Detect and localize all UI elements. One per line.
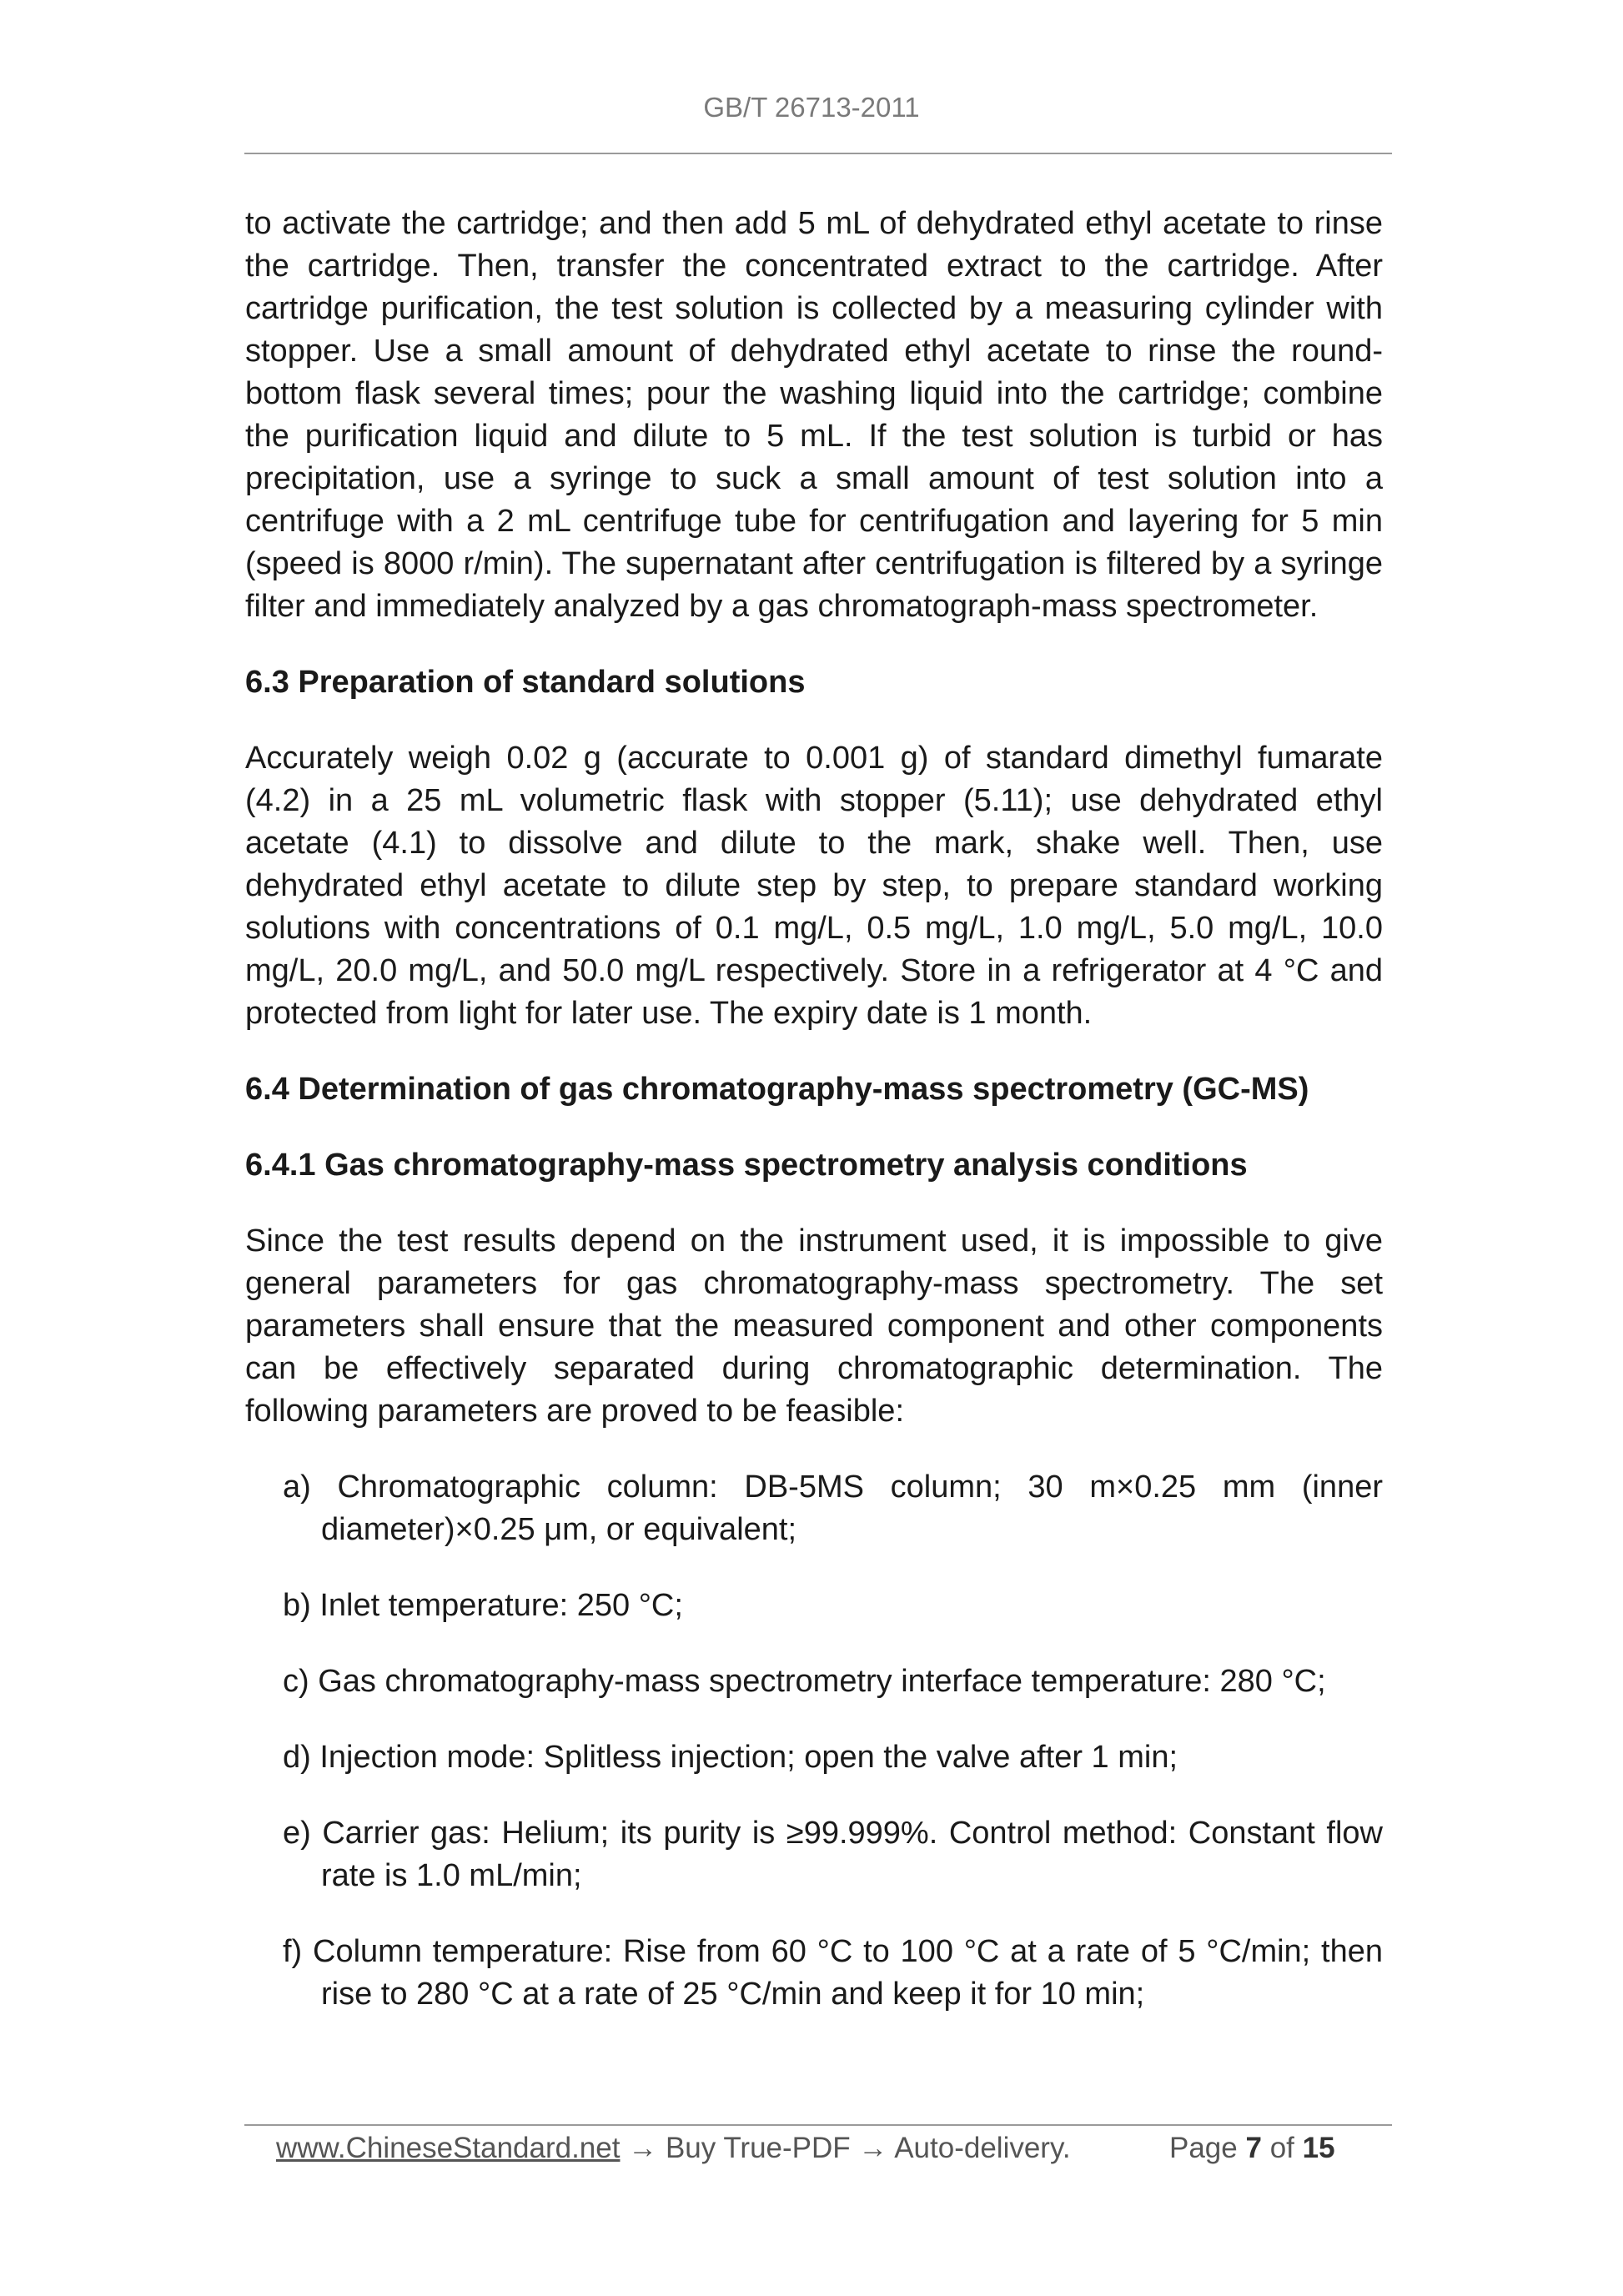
standard-solutions-paragraph: Accurately weigh 0.02 g (accurate to 0.001 g) of standard dimethyl fumarate (4.2) in a 25 mL volumetric flask with stopper (5.11); use dehydrated ethyl acetate (4.1) to dissolve and dilute to the mark, shake well. Then, use dehydrated ethyl acetate to dilute step by step, to prepare standard working solutions with concentrations of 0.1 mg/L, 0.5 mg/L, 1.0 mg/L, 5.0 mg/L, 10.0 mg/L, 20.0 mg/L, and 50.0 mg/L respectively. Store in a refrigerator at 4 °C and protected from light for later use. The expiry date is 1 month. — [245, 741, 1383, 1031]
footer-promo — [276, 2132, 1071, 2165]
list-item: b) Inlet temperature: 250 °C; — [283, 1588, 683, 1623]
header-divider — [244, 153, 1392, 154]
procedure-paragraph: to activate the cartridge; and then add 5 mL of dehydrated ethyl acetate to rinse the cartridge. Then, transfer the concentrated extract to the cartridge. After cartridge purification, the test solution is collected by a measuring cylinder with stopper. Use a small amount of dehydrated ethyl acetate to rinse the round-bottom flask several times; pour the washing liquid into the cartridge; combine the purification liquid and dilute to 5 mL. If the test solution is turbid or has precipitation, use a syringe to suck a small amount of test solution into a centrifuge with a 2 mL centrifuge tube for centrifugation and layering for 5 min (speed is 8000 r/min). The supernatant after centrifugation is filtered by a syringe filter and immediately analyzed by a gas chromatograph-mass spectrometer. — [245, 206, 1383, 624]
page-content — [245, 203, 1383, 2049]
right-arrow-icon: → — [858, 2132, 888, 2164]
analysis-conditions-paragraph: Since the test results depend on the instrument used, it is impossible to give general parameters for gas chromatography-mass spectrometry. The set parameters shall ensure that the measured component and other components can be effectively separated during chromatographic determination. The following parameters are proved to be feasible: — [245, 1223, 1383, 1429]
list-item: d) Injection mode: Splitless injection; open the valve after 1 min; — [283, 1740, 1178, 1775]
total-pages: 15 — [1302, 2132, 1335, 2164]
parameter-list — [245, 1466, 1383, 2016]
website-link[interactable]: www.ChineseStandard.net — [276, 2132, 621, 2164]
page-number: Page 7 of 15 — [1169, 2132, 1335, 2164]
current-page: 7 — [1245, 2132, 1262, 2164]
footer-divider — [244, 2124, 1392, 2126]
page-footer — [276, 2132, 1360, 2173]
list-item: e) Carrier gas: Helium; its purity is ≥99.999%. Control method: Constant flow rate is 1.0 mL/min; — [283, 1816, 1383, 1893]
buy-pdf-text: Buy True-PDF — [665, 2132, 851, 2164]
list-item: c) Gas chromatography-mass spectrometry interface temperature: 280 °C; — [283, 1664, 1326, 1699]
list-item: a) Chromatographic column: DB-5MS column; 30 m×0.25 mm (inner diameter)×0.25 μm, or equivalent; — [283, 1470, 1383, 1547]
right-arrow-icon: → — [628, 2132, 658, 2164]
auto-delivery-text: Auto-delivery. — [894, 2132, 1071, 2164]
list-item: f) Column temperature: Rise from 60 °C to 100 °C at a rate of 5 °C/min; then rise to 280 °C at a rate of 25 °C/min and keep it for 10 min; — [283, 1934, 1383, 2012]
section-heading-6-4-1: 6.4.1 Gas chromatography-mass spectrometry analysis conditions — [245, 1148, 1248, 1183]
document-id-header: GB/T 26713-2011 — [703, 92, 920, 123]
section-heading-6-3: 6.3 Preparation of standard solutions — [245, 665, 806, 700]
section-heading-6-4: 6.4 Determination of gas chromatography-mass spectrometry (GC-MS) — [245, 1072, 1309, 1107]
